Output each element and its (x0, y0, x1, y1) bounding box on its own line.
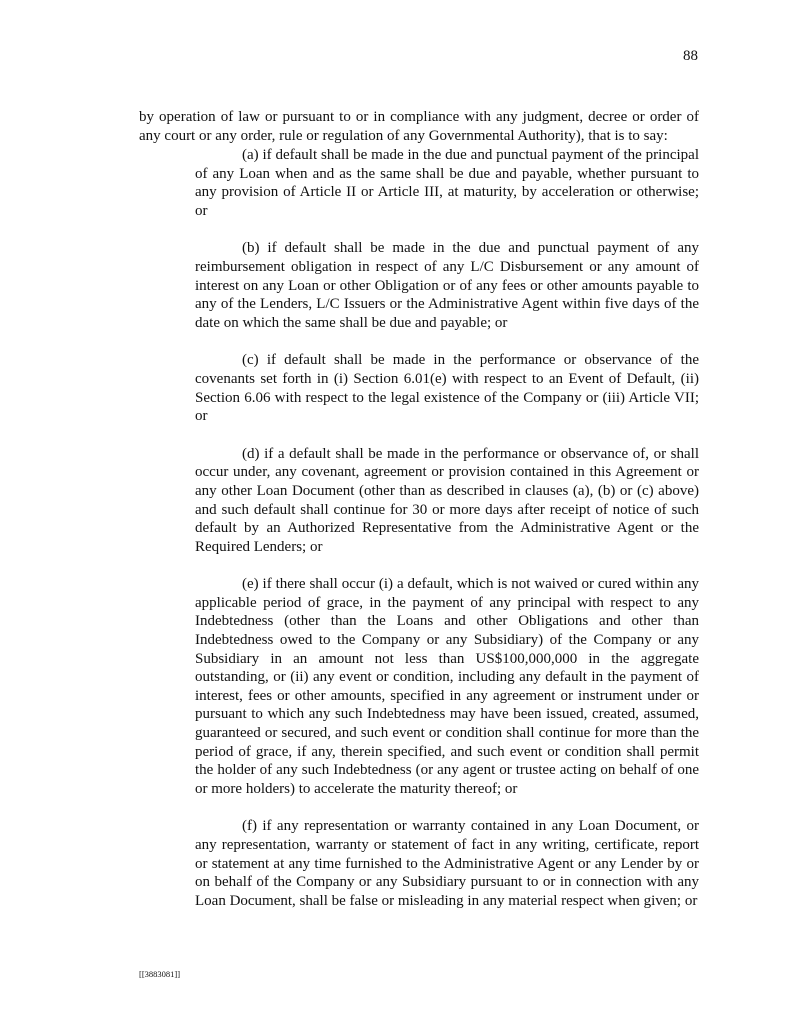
clause-f: (f) if any representation or warranty contained in any Loan Document, or any representation, warranty or statement of fact in any writing, certificate, report or statement at any time furnished to the Administrative Agent or any Lender by or on behalf of the Company or any Subsidiary pursuant to or in connection with any Loan Document, shall be false or misleading in any material respect when given; or (195, 818, 699, 909)
clause-list (195, 146, 699, 929)
intro-paragraph: by operation of law or pursuant to or in compliance with any judgment, decree or order of any court or any order, rule or regulation of any Governmental Authority), that is to say: (139, 109, 699, 144)
page-number: 88 (683, 48, 698, 64)
clause-e: (e) if there shall occur (i) a default, which is not waived or cured within any applicable period of grace, in the payment of any principal with respect to any Indebtedness (other than the Loans and other Obligations and other than Indebtedness owed to the Company or any Subsidiary) of the Company or any Subsidiary in an amount not less than US$100,000,000 in the aggregate outstanding, or (ii) any event or condition, including any default in the payment of interest, fees or other amounts, specified in any agreement or instrument under or pursuant to which any such Indebtedness may have been issued, created, assumed, guaranteed or secured, and such event or condition shall continue for more than the period of grace, if any, therein specified, and such event or condition shall permit the holder of any such Indebtedness (or any agent or trustee acting on behalf of one or more holders) to accelerate the maturity thereof; or (195, 576, 699, 797)
clause-c: (c) if default shall be made in the performance or observance of the covenants set forth in (i) Section 6.01(e) with respect to an Event of Default, (ii) Section 6.06 with respect to the legal existence of the Company or (iii) Article VII; or (195, 352, 699, 425)
clause-a: (a) if default shall be made in the due and punctual payment of the principal of any Loan when and as the same shall be due and payable, whether pursuant to any provision of Article II or Article III, at maturity, by acceleration or otherwise; or (195, 147, 699, 219)
clause-d: (d) if a default shall be made in the performance or observance of, or shall occur under, any covenant, agreement or provision contained in this Agreement or any other Loan Document (other than as described in clauses (a), (b) or (c) above) and such default shall continue for 30 or more days after receipt of notice of such default by an Authorized Representative from the Administrative Agent or the Required Lenders; or (195, 445, 699, 555)
document-id-footer: [[3883081]] (139, 969, 181, 979)
clause-b: (b) if default shall be made in the due and punctual payment of any reimbursement obligation in respect of any L/C Disbursement or any amount of interest on any Loan or other Obligation or of any fees or other amounts payable to any of the Lenders, L/C Issuers or the Administrative Agent within five days of the date on which the same shall be due and payable; or (195, 240, 699, 331)
